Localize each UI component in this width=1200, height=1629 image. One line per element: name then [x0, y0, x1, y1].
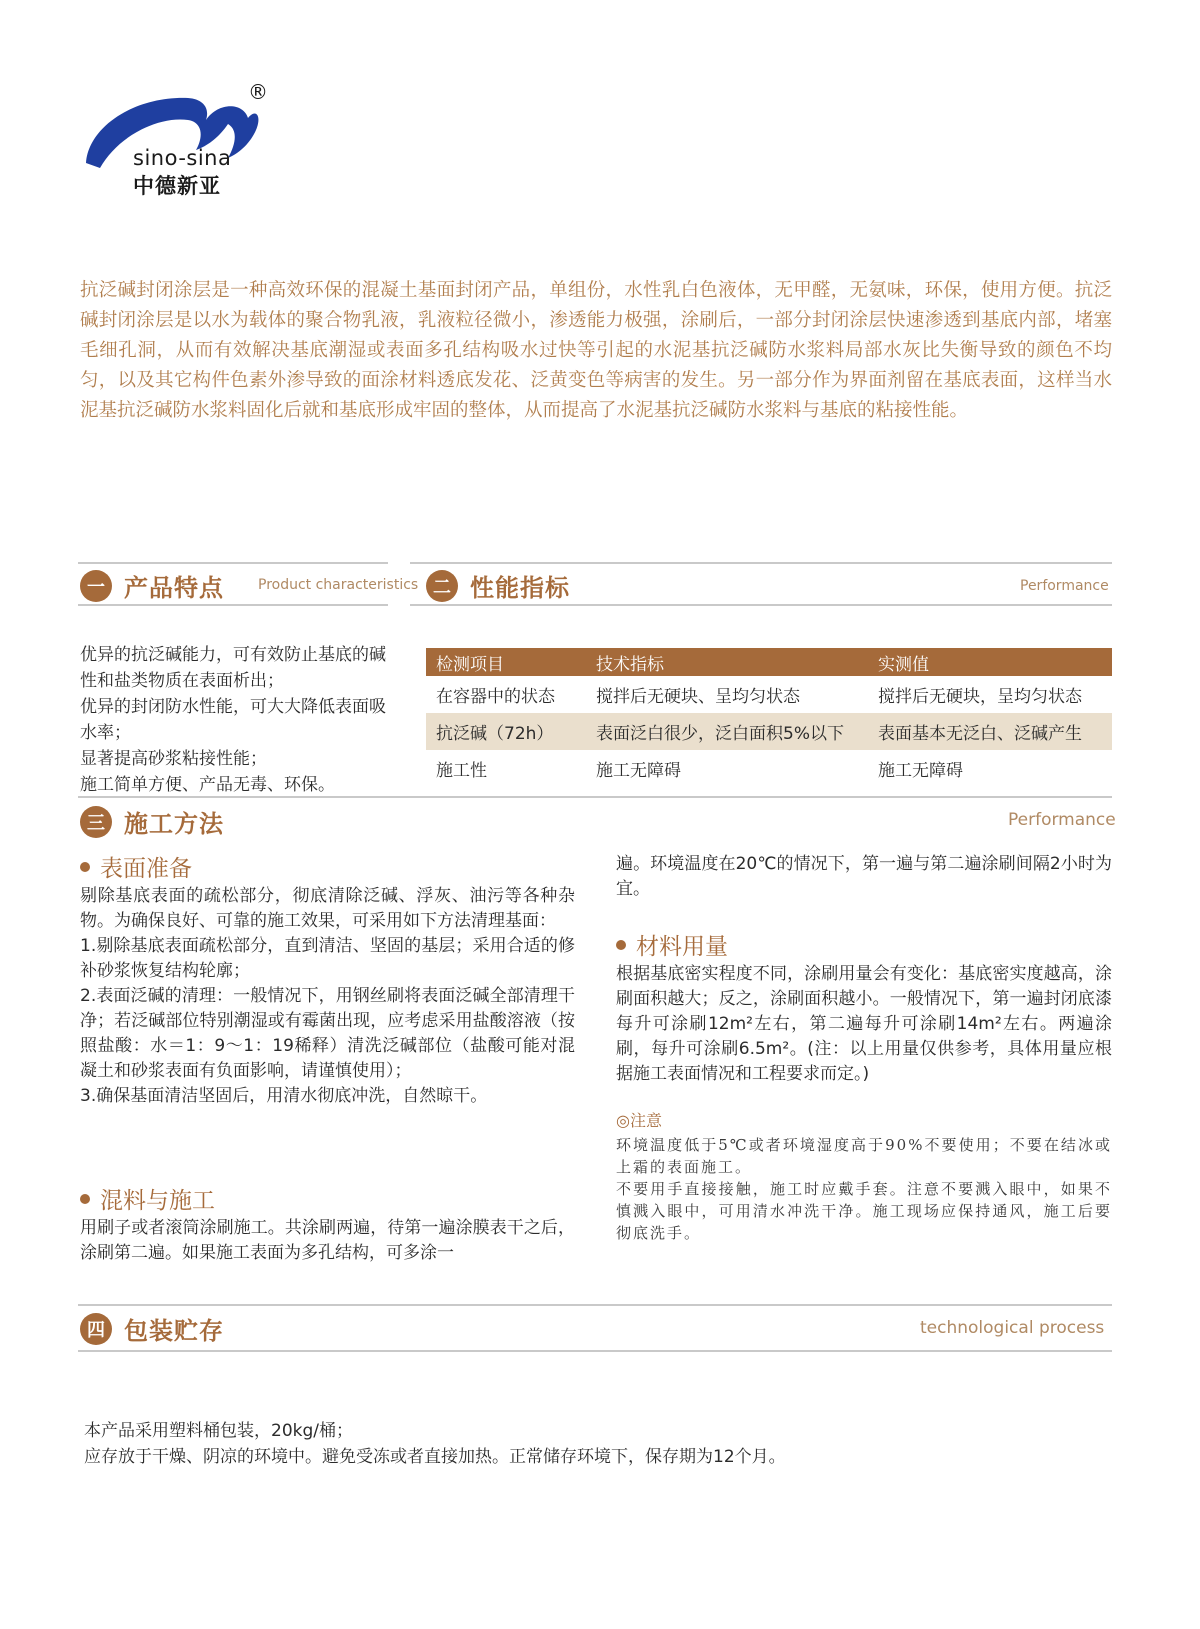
section-subtitle: technological process	[920, 1318, 1105, 1338]
mixing-text-continued: 遍。环境温度在20℃的情况下，第一遍与第二遍涂刷间隔2小时为宜。	[616, 854, 1112, 899]
usage-text: 根据基底密实程度不同，涂刷用量会有变化：基底密实度越高，涂刷面积越大；反之，涂刷面积越小。一般情况下，第一遍封闭底漆每升可涂刷12m²左右，第二遍每升可涂刷14m²左右。两遍涂刷，每升可涂刷6.5m²。(注：以上用量仅供参考，具体用量应根据施工表面情况和工程要求而定。)	[616, 964, 1112, 1084]
table-row	[426, 713, 1112, 750]
paragraph: 剔除基底表面的疏松部分，彻底清除泛碱、浮灰、油污等各种杂物。为确保良好、可靠的施工效果，可采用如下方法清理基面：	[80, 886, 575, 931]
divider	[410, 562, 1112, 564]
performance-table	[426, 648, 1112, 787]
paragraph: 3.确保基面清洁坚固后，用清水彻底冲洗，自然晾干。	[80, 1086, 488, 1106]
table-cell: 施工性	[436, 761, 487, 781]
subsection-title-text: 材料用量	[636, 934, 728, 960]
section-title: 施工方法	[124, 810, 224, 838]
table-cell: 施工无障碍	[596, 761, 681, 781]
note-text	[616, 1134, 1112, 1244]
section-number: 四	[80, 1313, 112, 1345]
table-header-row	[426, 648, 1112, 676]
table-cell: 在容器中的状态	[436, 687, 555, 707]
list-item: 显著提高砂浆粘接性能；	[80, 749, 267, 769]
paragraph: 应存放于干燥、阴凉的环境中。避免受冻或者直接加热。正常储存环境下，保存期为12个月。	[84, 1447, 786, 1467]
table-cell: 搅拌后无硬块、呈均匀状态	[596, 687, 800, 707]
section-subtitle: Performance	[1020, 578, 1109, 594]
section-title: 产品特点	[124, 574, 224, 602]
table-row	[426, 676, 1112, 713]
section-subtitle: Product characteristics	[258, 577, 419, 593]
bullet-icon	[80, 1194, 90, 1204]
section-header-performance	[426, 568, 570, 603]
mixing-text: 用刷子或者滚筒涂刷施工。共涂刷两遍，待第一遍涂膜表干之后，涂刷第二遍。如果施工表面为多孔结构，可多涂一	[80, 1218, 575, 1263]
subsection-title-mixing	[80, 1182, 215, 1215]
paragraph: 2.表面泛碱的清理：一般情况下，用钢丝刷将表面泛碱全部清理干净；若泛碱部位特别潮湿或有霉菌出现，应考虑采用盐酸溶液（按照盐酸：水＝1：9～1：19稀释）清洗泛碱部位（盐酸可能对混凝土和砂浆表面有负面影响，请谨慎使用）；	[80, 986, 575, 1081]
list-item: 施工简单方便、产品无毒、环保。	[80, 775, 335, 795]
column-header: 实测值	[868, 648, 1112, 676]
note-paragraph: 不要用手直接接触，施工时应戴手套。注意不要溅入眼中，如果不慎溅入眼中，可用清水冲洗干净。施工现场应保持通风，施工后要彻底洗手。	[616, 1180, 1112, 1242]
column-header: 检测项目	[426, 648, 586, 676]
bullet-icon	[616, 940, 626, 950]
section-number: 三	[80, 806, 112, 838]
section-header-packaging	[80, 1311, 224, 1346]
section-header-method	[80, 804, 224, 839]
subsection-title-usage	[616, 928, 728, 961]
bullet-icon	[80, 862, 90, 872]
section-title: 性能指标	[470, 574, 570, 602]
note-paragraph: 环境温度低于5℃或者环境湿度高于90%不要使用；不要在结冰或上霜的表面施工。	[616, 1136, 1112, 1176]
section-title: 包装贮存	[124, 1317, 224, 1345]
section-number: 一	[80, 570, 112, 602]
section-header-features	[80, 568, 224, 603]
divider	[78, 562, 388, 564]
packaging-text	[84, 1418, 786, 1470]
column-header: 技术指标	[586, 648, 868, 676]
intro-paragraph: 抗泛碱封闭涂层是一种高效环保的混凝土基面封闭产品，单组份，水性乳白色液体，无甲醛，无氨味，环保，使用方便。抗泛碱封闭涂层是以水为载体的聚合物乳液，乳液粒径微小，渗透能力极强，涂刷后，一部分封闭涂层快速渗透到基底内部，堵塞毛细孔洞，从而有效解决基底潮湿或表面多孔结构吸水过快等引起的水泥基抗泛碱防水浆料局部水灰比失衡导致的颜色不均匀，以及其它构件色素外渗导致的面涂材料透底发花、泛黄变色等病害的发生。另一部分作为界面剂留在基底表面，这样当水泥基抗泛碱防水浆料固化后就和基底形成牢固的整体，从而提高了水泥基抗泛碱防水浆料与基底的粘接性能。	[80, 280, 1112, 421]
divider	[410, 604, 1112, 606]
divider	[78, 604, 388, 606]
paragraph: 本产品采用塑料桶包装，20kg/桶；	[84, 1421, 353, 1441]
divider	[78, 1350, 1112, 1352]
registered-mark: ®	[248, 80, 268, 104]
features-list	[80, 642, 390, 798]
section-number: 二	[426, 570, 458, 602]
table-cell: 表面泛白很少，泛白面积5%以下	[586, 713, 868, 750]
logo-chinese-name: 中德新亚	[133, 174, 221, 198]
table-cell: 施工无障碍	[878, 761, 963, 781]
table-cell: 搅拌后无硬块，呈均匀状态	[878, 687, 1082, 707]
section-subtitle: Performance	[1008, 810, 1116, 830]
subsection-title-preparation	[80, 850, 192, 883]
subsection-title-text: 表面准备	[100, 856, 192, 882]
list-item: 优异的抗泛碱能力，可有效防止基底的碱性和盐类物质在表面析出；	[80, 645, 386, 691]
brand-logo	[78, 78, 278, 198]
paragraph: 1.剔除基底表面疏松部分，直到清洁、坚固的基层；采用合适的修补砂浆恢复结构轮廓；	[80, 936, 575, 981]
subsection-title-text: 混料与施工	[100, 1188, 215, 1214]
list-item: 优异的封闭防水性能，可大大降低表面吸水率；	[80, 697, 386, 743]
divider	[78, 1304, 1112, 1306]
logo-english-name: sino-sina	[133, 146, 232, 170]
note-title: ◎注意	[616, 1111, 662, 1130]
table-cell: 表面基本无泛白、泛碱产生	[868, 713, 1112, 750]
table-row	[426, 750, 1112, 787]
table-cell: 抗泛碱（72h）	[426, 713, 586, 750]
preparation-text	[80, 884, 575, 1109]
divider	[78, 796, 1112, 798]
